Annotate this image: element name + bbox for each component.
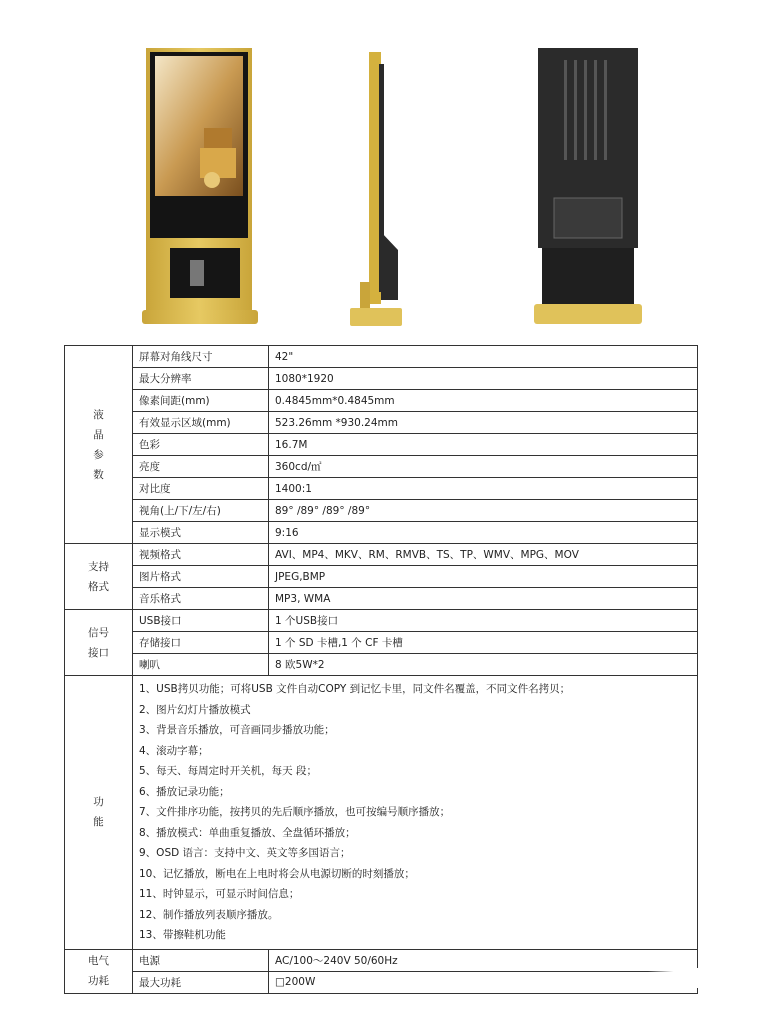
row-label: 有效显示区域(mm) bbox=[133, 412, 269, 434]
table-row bbox=[65, 456, 698, 478]
table-row bbox=[65, 588, 698, 610]
list-item: 7、文件排序功能，按拷贝的先后顺序播放，也可按编号顺序播放； bbox=[139, 806, 451, 818]
row-label: 音乐格式 bbox=[133, 588, 269, 610]
list-item: 9、OSD 语言：支持中文、英文等多国语言； bbox=[139, 847, 351, 859]
table-row bbox=[65, 971, 698, 993]
table-row bbox=[65, 566, 698, 588]
row-label: 显示模式 bbox=[133, 522, 269, 544]
row-label: 亮度 bbox=[133, 456, 269, 478]
category-lcd-params: 液 晶 参 数 bbox=[65, 346, 133, 544]
row-value: 360cd/㎡ bbox=[269, 456, 698, 478]
list-item: 5、每天、每周定时开关机，每天 段； bbox=[139, 765, 318, 777]
category-functions: 功 能 bbox=[65, 676, 133, 950]
list-item: 12、制作播放列表顺序播放。 bbox=[139, 908, 279, 921]
row-label: USB接口 bbox=[133, 610, 269, 632]
row-label: 像素间距(mm) bbox=[133, 390, 269, 412]
row-value: 89° /89° /89° /89° bbox=[269, 500, 698, 522]
table-row bbox=[65, 676, 698, 950]
category-power: 电气 功耗 bbox=[65, 949, 133, 993]
row-label: 存储接口 bbox=[133, 632, 269, 654]
spec-table bbox=[64, 345, 698, 994]
kiosk-back-view-image bbox=[534, 48, 642, 324]
list-item: 6、播放记录功能； bbox=[139, 785, 230, 798]
list-item: 13、带擦鞋机功能 bbox=[139, 929, 226, 941]
row-label: 电源 bbox=[133, 949, 269, 971]
table-row bbox=[65, 632, 698, 654]
list-item: 1、USB拷贝功能；可将USB 文件自动COPY 到记忆卡里，同文件名覆盖，不同文件名拷贝； bbox=[139, 683, 571, 695]
category-ports: 信号 接口 bbox=[65, 610, 133, 676]
row-label: 图片格式 bbox=[133, 566, 269, 588]
table-row bbox=[65, 544, 698, 566]
kiosk-side-view-image bbox=[350, 52, 402, 326]
row-value: AC/100～240V 50/60Hz bbox=[269, 949, 698, 971]
row-label: 喇叭 bbox=[133, 654, 269, 676]
row-value: MP3, WMA bbox=[269, 588, 698, 610]
table-row bbox=[65, 522, 698, 544]
list-item: 2、图片幻灯片播放模式 bbox=[139, 703, 251, 716]
row-label: 对比度 bbox=[133, 478, 269, 500]
row-label: 屏幕对角线尺寸 bbox=[133, 346, 269, 368]
row-value: 1400:1 bbox=[269, 478, 698, 500]
row-value: 42" bbox=[269, 346, 698, 368]
table-row bbox=[65, 390, 698, 412]
row-value: 1080*1920 bbox=[269, 368, 698, 390]
table-row bbox=[65, 434, 698, 456]
list-item: 11、时钟显示，可显示时间信息； bbox=[139, 888, 300, 900]
row-label: 视频格式 bbox=[133, 544, 269, 566]
row-value: 1 个 SD 卡槽,1 个 CF 卡槽 bbox=[269, 632, 698, 654]
row-label: 色彩 bbox=[133, 434, 269, 456]
row-value: 16.7M bbox=[269, 434, 698, 456]
row-value: 523.26mm *930.24mm bbox=[269, 412, 698, 434]
row-value: AVI、MP4、MKV、RM、RMVB、TS、TP、WMV、MPG、MOV bbox=[269, 544, 698, 566]
list-item: 3、背景音乐播放，可音画同步播放功能； bbox=[139, 724, 335, 736]
table-row bbox=[65, 949, 698, 971]
row-value: □200W bbox=[269, 971, 698, 993]
row-label: 最大分辨率 bbox=[133, 368, 269, 390]
row-value: 9:16 bbox=[269, 522, 698, 544]
row-value: 8 欧5W*2 bbox=[269, 654, 698, 676]
category-formats: 支持 格式 bbox=[65, 544, 133, 610]
row-value: 0.4845mm*0.4845mm bbox=[269, 390, 698, 412]
table-row bbox=[65, 654, 698, 676]
list-item: 8、播放模式：单曲重复播放、全盘循环播放； bbox=[139, 826, 356, 839]
list-item: 10、记忆播放，断电在上电时将会从电源切断的时刻播放； bbox=[139, 867, 415, 880]
table-row bbox=[65, 478, 698, 500]
row-label: 视角(上/下/左/右) bbox=[133, 500, 269, 522]
table-row bbox=[65, 368, 698, 390]
table-row bbox=[65, 500, 698, 522]
row-value: JPEG,BMP bbox=[269, 566, 698, 588]
features-cell bbox=[133, 676, 698, 950]
table-row bbox=[65, 412, 698, 434]
kiosk-front-view-image bbox=[142, 48, 258, 324]
row-label: 最大功耗 bbox=[133, 971, 269, 993]
corner-fade bbox=[648, 968, 712, 988]
features-list bbox=[139, 679, 691, 946]
list-item: 4、滚动字幕； bbox=[139, 744, 209, 757]
row-value: 1 个USB接口 bbox=[269, 610, 698, 632]
table-row bbox=[65, 610, 698, 632]
table-row bbox=[65, 346, 698, 368]
